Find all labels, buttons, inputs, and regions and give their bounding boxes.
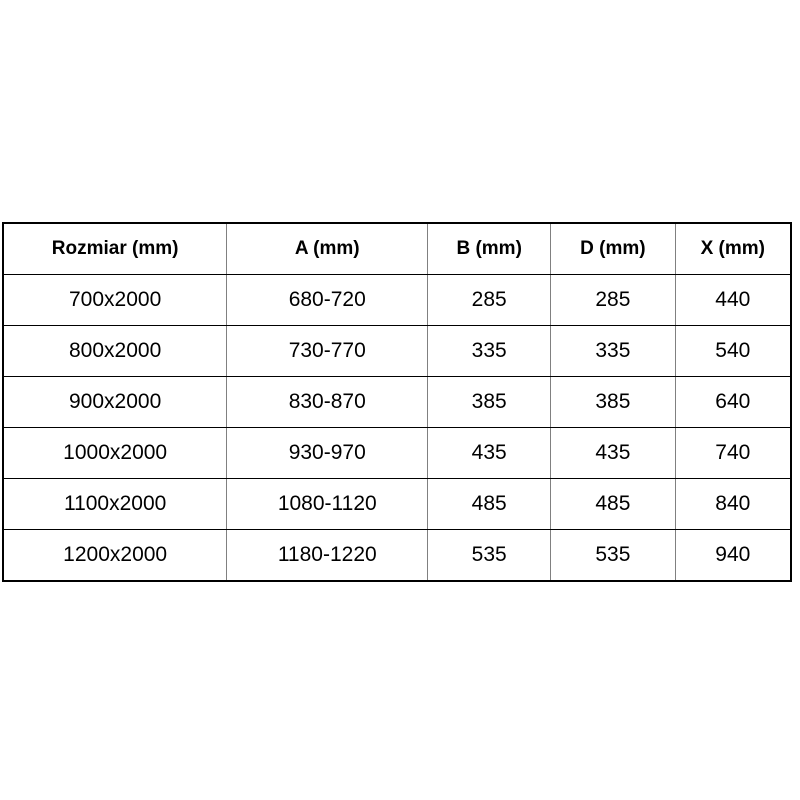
table-cell: 930-970: [227, 428, 428, 479]
column-header-a: A (mm): [227, 223, 428, 275]
table-cell: 440: [675, 275, 791, 326]
column-header-rozmiar: Rozmiar (mm): [3, 223, 227, 275]
table-cell: 830-870: [227, 377, 428, 428]
table-cell: 800x2000: [3, 326, 227, 377]
table-row: [3, 479, 791, 530]
table-cell: 435: [428, 428, 551, 479]
table-cell: 1080-1120: [227, 479, 428, 530]
table-cell: 1100x2000: [3, 479, 227, 530]
table-cell: 680-720: [227, 275, 428, 326]
table-row: [3, 377, 791, 428]
table-cell: 385: [428, 377, 551, 428]
table-cell: 900x2000: [3, 377, 227, 428]
table-cell: 335: [551, 326, 676, 377]
table-cell: 285: [428, 275, 551, 326]
table-cell: 535: [551, 530, 676, 582]
table-cell: 385: [551, 377, 676, 428]
table-cell: 485: [428, 479, 551, 530]
table-cell: 640: [675, 377, 791, 428]
table-row: [3, 530, 791, 582]
table-cell: 1200x2000: [3, 530, 227, 582]
table-cell: 730-770: [227, 326, 428, 377]
table-cell: 535: [428, 530, 551, 582]
table-cell: 540: [675, 326, 791, 377]
table-cell: 1000x2000: [3, 428, 227, 479]
table-cell: 700x2000: [3, 275, 227, 326]
column-header-b: B (mm): [428, 223, 551, 275]
table-row: [3, 428, 791, 479]
table-cell: 485: [551, 479, 676, 530]
table-cell: 1180-1220: [227, 530, 428, 582]
table-cell: 335: [428, 326, 551, 377]
table-cell: 740: [675, 428, 791, 479]
table-cell: 285: [551, 275, 676, 326]
table-row: [3, 275, 791, 326]
header-row: [3, 223, 791, 275]
table-cell: 940: [675, 530, 791, 582]
table-cell: 840: [675, 479, 791, 530]
column-header-x: X (mm): [675, 223, 791, 275]
table-row: [3, 326, 791, 377]
column-header-d: D (mm): [551, 223, 676, 275]
dimensions-table: [2, 222, 792, 582]
table-cell: 435: [551, 428, 676, 479]
